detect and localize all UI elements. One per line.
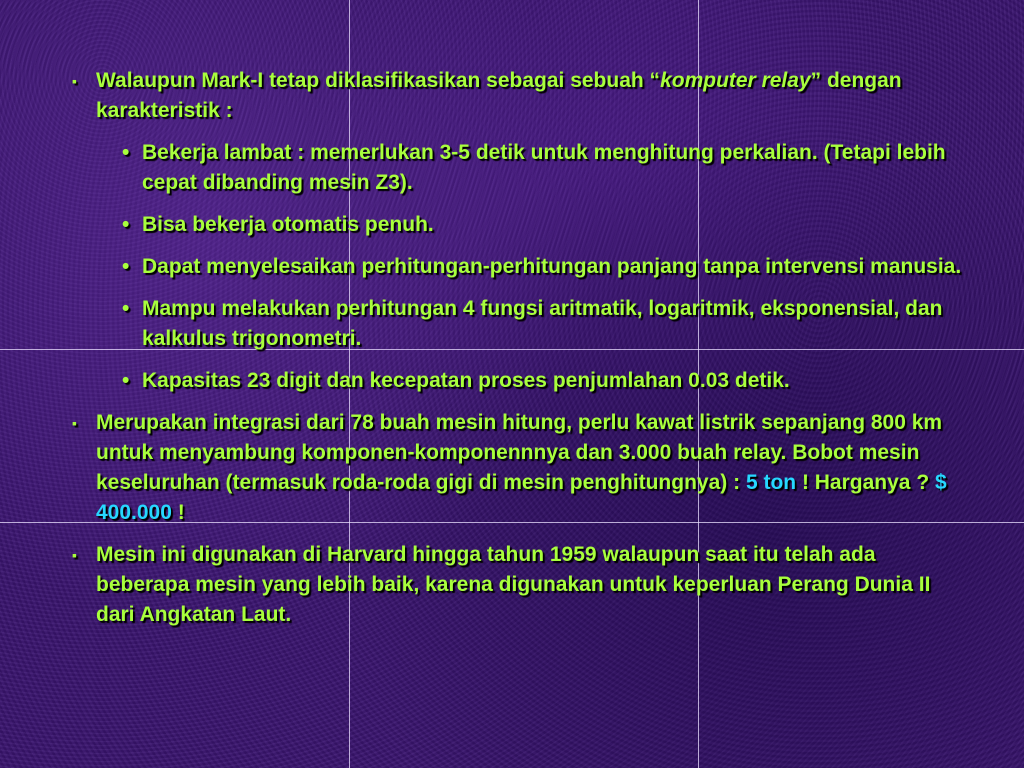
price-value: $ 400.000 bbox=[96, 471, 947, 524]
dot-bullet-icon: • bbox=[122, 369, 130, 392]
point-text: ! Harganya ? bbox=[796, 471, 935, 494]
weight-value: 5 ton bbox=[745, 471, 797, 494]
point-text: Walaupun Mark-I tetap diklasifikasikan sebagai sebuah “ bbox=[96, 69, 661, 92]
point-text: Mesin ini digunakan di Harvard hingga tahun 1959 walaupun saat itu telah ada beberapa mesin yang lebih baik, karena digunakan untuk keperluan Perang Dunia II dari Angkatan Laut. bbox=[96, 543, 931, 626]
sub-point-text: Kapasitas 23 digit dan kecepatan proses penjumlahan 0.03 detik. bbox=[142, 369, 790, 392]
bullet-point-integration bbox=[72, 408, 962, 528]
sub-point bbox=[72, 252, 962, 282]
sub-point-text: Mampu melakukan perhitungan 4 fungsi aritmatik, logaritmik, eksponensial, dan kalkulus trigonometri. bbox=[142, 297, 943, 350]
point-text: Merupakan integrasi dari 78 buah mesin hitung, perlu kawat listrik sepanjang 800 km untuk menyambung komponen-komponennnya dan 3.000 buah relay. Bobot mesin keseluruhan (termasuk roda-roda gigi di mesin penghitungnya) : bbox=[96, 411, 943, 494]
sub-point bbox=[72, 210, 962, 240]
sub-point-text: Dapat menyelesaikan perhitungan-perhitungan panjang tanpa intervensi manusia. bbox=[142, 255, 962, 278]
dot-bullet-icon: • bbox=[122, 255, 130, 278]
dot-bullet-icon: • bbox=[122, 141, 130, 164]
slide-content bbox=[72, 66, 962, 642]
point-text: ! bbox=[171, 501, 185, 524]
sub-point bbox=[72, 366, 962, 396]
square-bullet-icon: ▪ bbox=[72, 547, 77, 563]
point-text: ” dengan karakteristik : bbox=[96, 69, 902, 122]
square-bullet-icon: ▪ bbox=[72, 73, 77, 89]
square-bullet-icon: ▪ bbox=[72, 415, 77, 431]
sub-point-text: Bekerja lambat : memerlukan 3-5 detik untuk menghitung perkalian. (Tetapi lebih cepat dibanding mesin Z3). bbox=[142, 141, 946, 194]
dot-bullet-icon: • bbox=[122, 297, 130, 320]
sub-point bbox=[72, 138, 962, 198]
point-emphasis: komputer relay bbox=[660, 69, 811, 92]
dot-bullet-icon: • bbox=[122, 213, 130, 236]
sub-point-text: Bisa bekerja otomatis penuh. bbox=[142, 213, 434, 236]
sub-point bbox=[72, 294, 962, 354]
bullet-point-harvard bbox=[72, 540, 962, 630]
bullet-point-mark-i bbox=[72, 66, 962, 126]
